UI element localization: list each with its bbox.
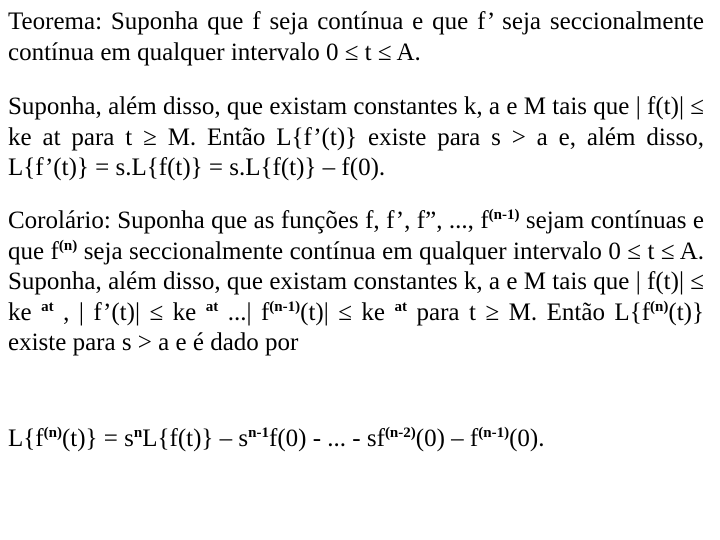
theorem-text: Teorema: Suponha que f seja contínua e que f’ seja seccionalmente contínua em qualquer intervalo 0 ≤ t ≤ A. (8, 8, 704, 66)
corollary-superscript: (n-1) (269, 298, 301, 315)
formula-text: (0). (509, 425, 545, 452)
formula-text: (0) – f (415, 425, 479, 452)
corollary-text: (t)| ≤ ke (300, 298, 395, 326)
formula-superscript: (n-1) (478, 425, 510, 441)
corollary-text: Corolário: Suponha que as funções f, f’, f”, ..., f (8, 207, 489, 234)
corollary-superscript: (n-1) (488, 207, 520, 223)
corollary-paragraph (8, 206, 704, 359)
corollary-text: ...| f (218, 298, 270, 326)
formula-text: (t)} = s (61, 425, 134, 452)
corollary-text: seja seccionalmente contínua em qualquer intervalo 0 ≤ t ≤ A. Suponha, além disso, que existam constantes k, a e M tais que | f(t)| ≤ ke (8, 237, 705, 326)
formula-superscript: n-1 (248, 425, 269, 441)
formula-text: f(0) - ... - sf (269, 425, 385, 452)
formula-superscript: (n) (43, 425, 62, 441)
corollary-text: , | f’(t)| ≤ ke (53, 298, 206, 326)
formula-line (8, 424, 704, 455)
formula-text: L{f (8, 425, 44, 452)
corollary-text: para t ≥ M. Então L{f (407, 298, 651, 326)
corollary-superscript: (n) (650, 298, 669, 315)
hypothesis-text: Suponha, além disso, que existam constantes k, a e M tais que | f(t)| ≤ ke at para t ≥ M. Então L{f’(t)} existe para s > a e, além disso, L{f’(t)} = s.L{f(t)} = s.L{f(t)} – f(0). (8, 93, 704, 181)
formula-superscript: n (133, 425, 143, 441)
corollary-text: (t)} existe para s > a e é dado por (8, 298, 704, 356)
hypothesis-paragraph (8, 92, 704, 184)
formula-superscript: (n-2) (384, 425, 416, 441)
corollary-superscript: at (394, 298, 408, 315)
corollary-superscript: (n) (58, 237, 78, 254)
corollary-text: sejam contínuas e que f (8, 207, 704, 265)
formula-text: L{f(t)} – s (142, 425, 249, 452)
corollary-superscript: at (41, 298, 54, 315)
theorem-paragraph (8, 7, 704, 68)
corollary-superscript: at (205, 298, 219, 315)
